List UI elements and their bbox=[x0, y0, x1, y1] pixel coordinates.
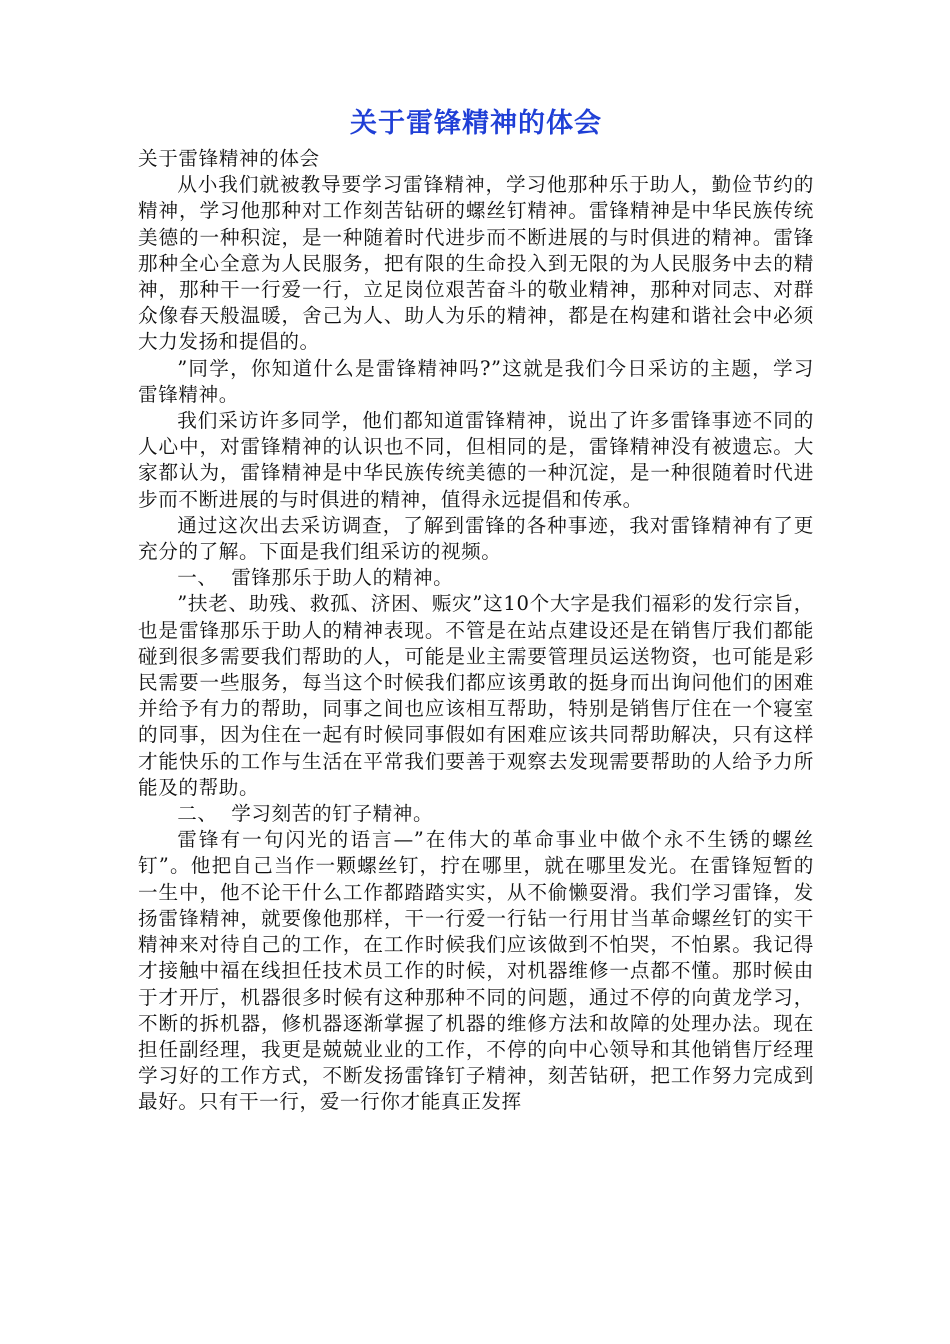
document-page bbox=[138, 104, 814, 1116]
paragraph: 从小我们就被教导要学习雷锋精神，学习他那种乐于助人，勤俭节约的精神，学习他那种对工作刻苦钻研的螺丝钉精神。雷锋精神是中华民族传统美德的一种积淀，是一种随着时代进步而不断进展的与时俱进的精神。雷锋那种全心全意为人民服务，把有限的生命投入到无限的为人民服务中去的精神，那种干一行爱一行，立足岗位艰苦奋斗的敬业精神，那种对同志、对群众像春天般温暖，舍己为人、助人为乐的精神，都是在构建和谐社会中必须大力发扬和提倡的。 bbox=[138, 173, 814, 354]
paragraph: ”扶老、助残、救孤、济困、赈灾”这10个大字是我们福彩的发行宗旨，也是雷锋那乐于助人的精神表现。不管是在站点建设还是在销售厅我们都能碰到很多需要我们帮助的人，可能是业主需要管理员运送物资，也可能是彩民需要一些服务，每当这个时候我们都应该勇敢的挺身而出询问他们的困难并给予有力的帮助，同事之间也应该相互帮助，特别是销售厅住在一个寝室的同事，因为住在一起有时候同事假如有困难应该共同帮助解决，只有这样才能快乐的工作与生活在平常我们要善于观察去发现需要帮助的人给予力所能及的帮助。 bbox=[138, 592, 814, 799]
paragraph: 我们采访许多同学，他们都知道雷锋精神，说出了许多雷锋事迹不同的人心中，对雷锋精神的认识也不同，但相同的是，雷锋精神没有被遗忘。大家都认为，雷锋精神是中华民族传统美德的一种沉淀，是一种很随着时代进步而不断进展的与时俱进的精神，值得永远提倡和传承。 bbox=[138, 409, 814, 511]
paragraph: ”同学，你知道什么是雷锋精神吗?”这就是我们今日采访的主题，学习雷锋精神。 bbox=[138, 356, 814, 406]
document-body bbox=[138, 146, 814, 1116]
section-heading: 二、 学习刻苦的钉子精神。 bbox=[177, 802, 434, 826]
subtitle-line: 关于雷锋精神的体会 bbox=[138, 147, 320, 170]
paragraph: 雷锋有一句闪光的语言—”在伟大的革命事业中做个永不生锈的螺丝钉”。他把自己当作一颗螺丝钉，拧在哪里，就在哪里发光。在雷锋短暂的一生中，他不论干什么工作都踏踏实实，从不偷懒耍滑。我们学习雷锋，发扬雷锋精神，就要像他那样，干一行爱一行钻一行用甘当革命螺丝钉的实干精神来对待自己的工作，在工作时候我们应该做到不怕哭，不怕累。我记得才接触中福在线担任技术员工作的时候，对机器维修一点都不懂。那时候由于才开厅，机器很多时候有这种那种不同的问题，通过不停的向黄龙学习，不断的拆机器，修机器逐渐掌握了机器的维修方法和故障的处理办法。现在担任副经理，我更是兢兢业业的工作，不停的向中心领导和其他销售厅经理学习好的工作方式，不断发扬雷锋钉子精神，刻苦钻研，把工作努力完成到最好。只有干一行，爱一行你才能真正发挥 bbox=[138, 828, 814, 1114]
document-title: 关于雷锋精神的体会 bbox=[350, 108, 602, 139]
section-heading: 一、 雷锋那乐于助人的精神。 bbox=[177, 566, 454, 590]
paragraph: 通过这次出去采访调查，了解到雷锋的各种事迹，我对雷锋精神有了更充分的了解。下面是我们组采访的视频。 bbox=[138, 513, 814, 564]
